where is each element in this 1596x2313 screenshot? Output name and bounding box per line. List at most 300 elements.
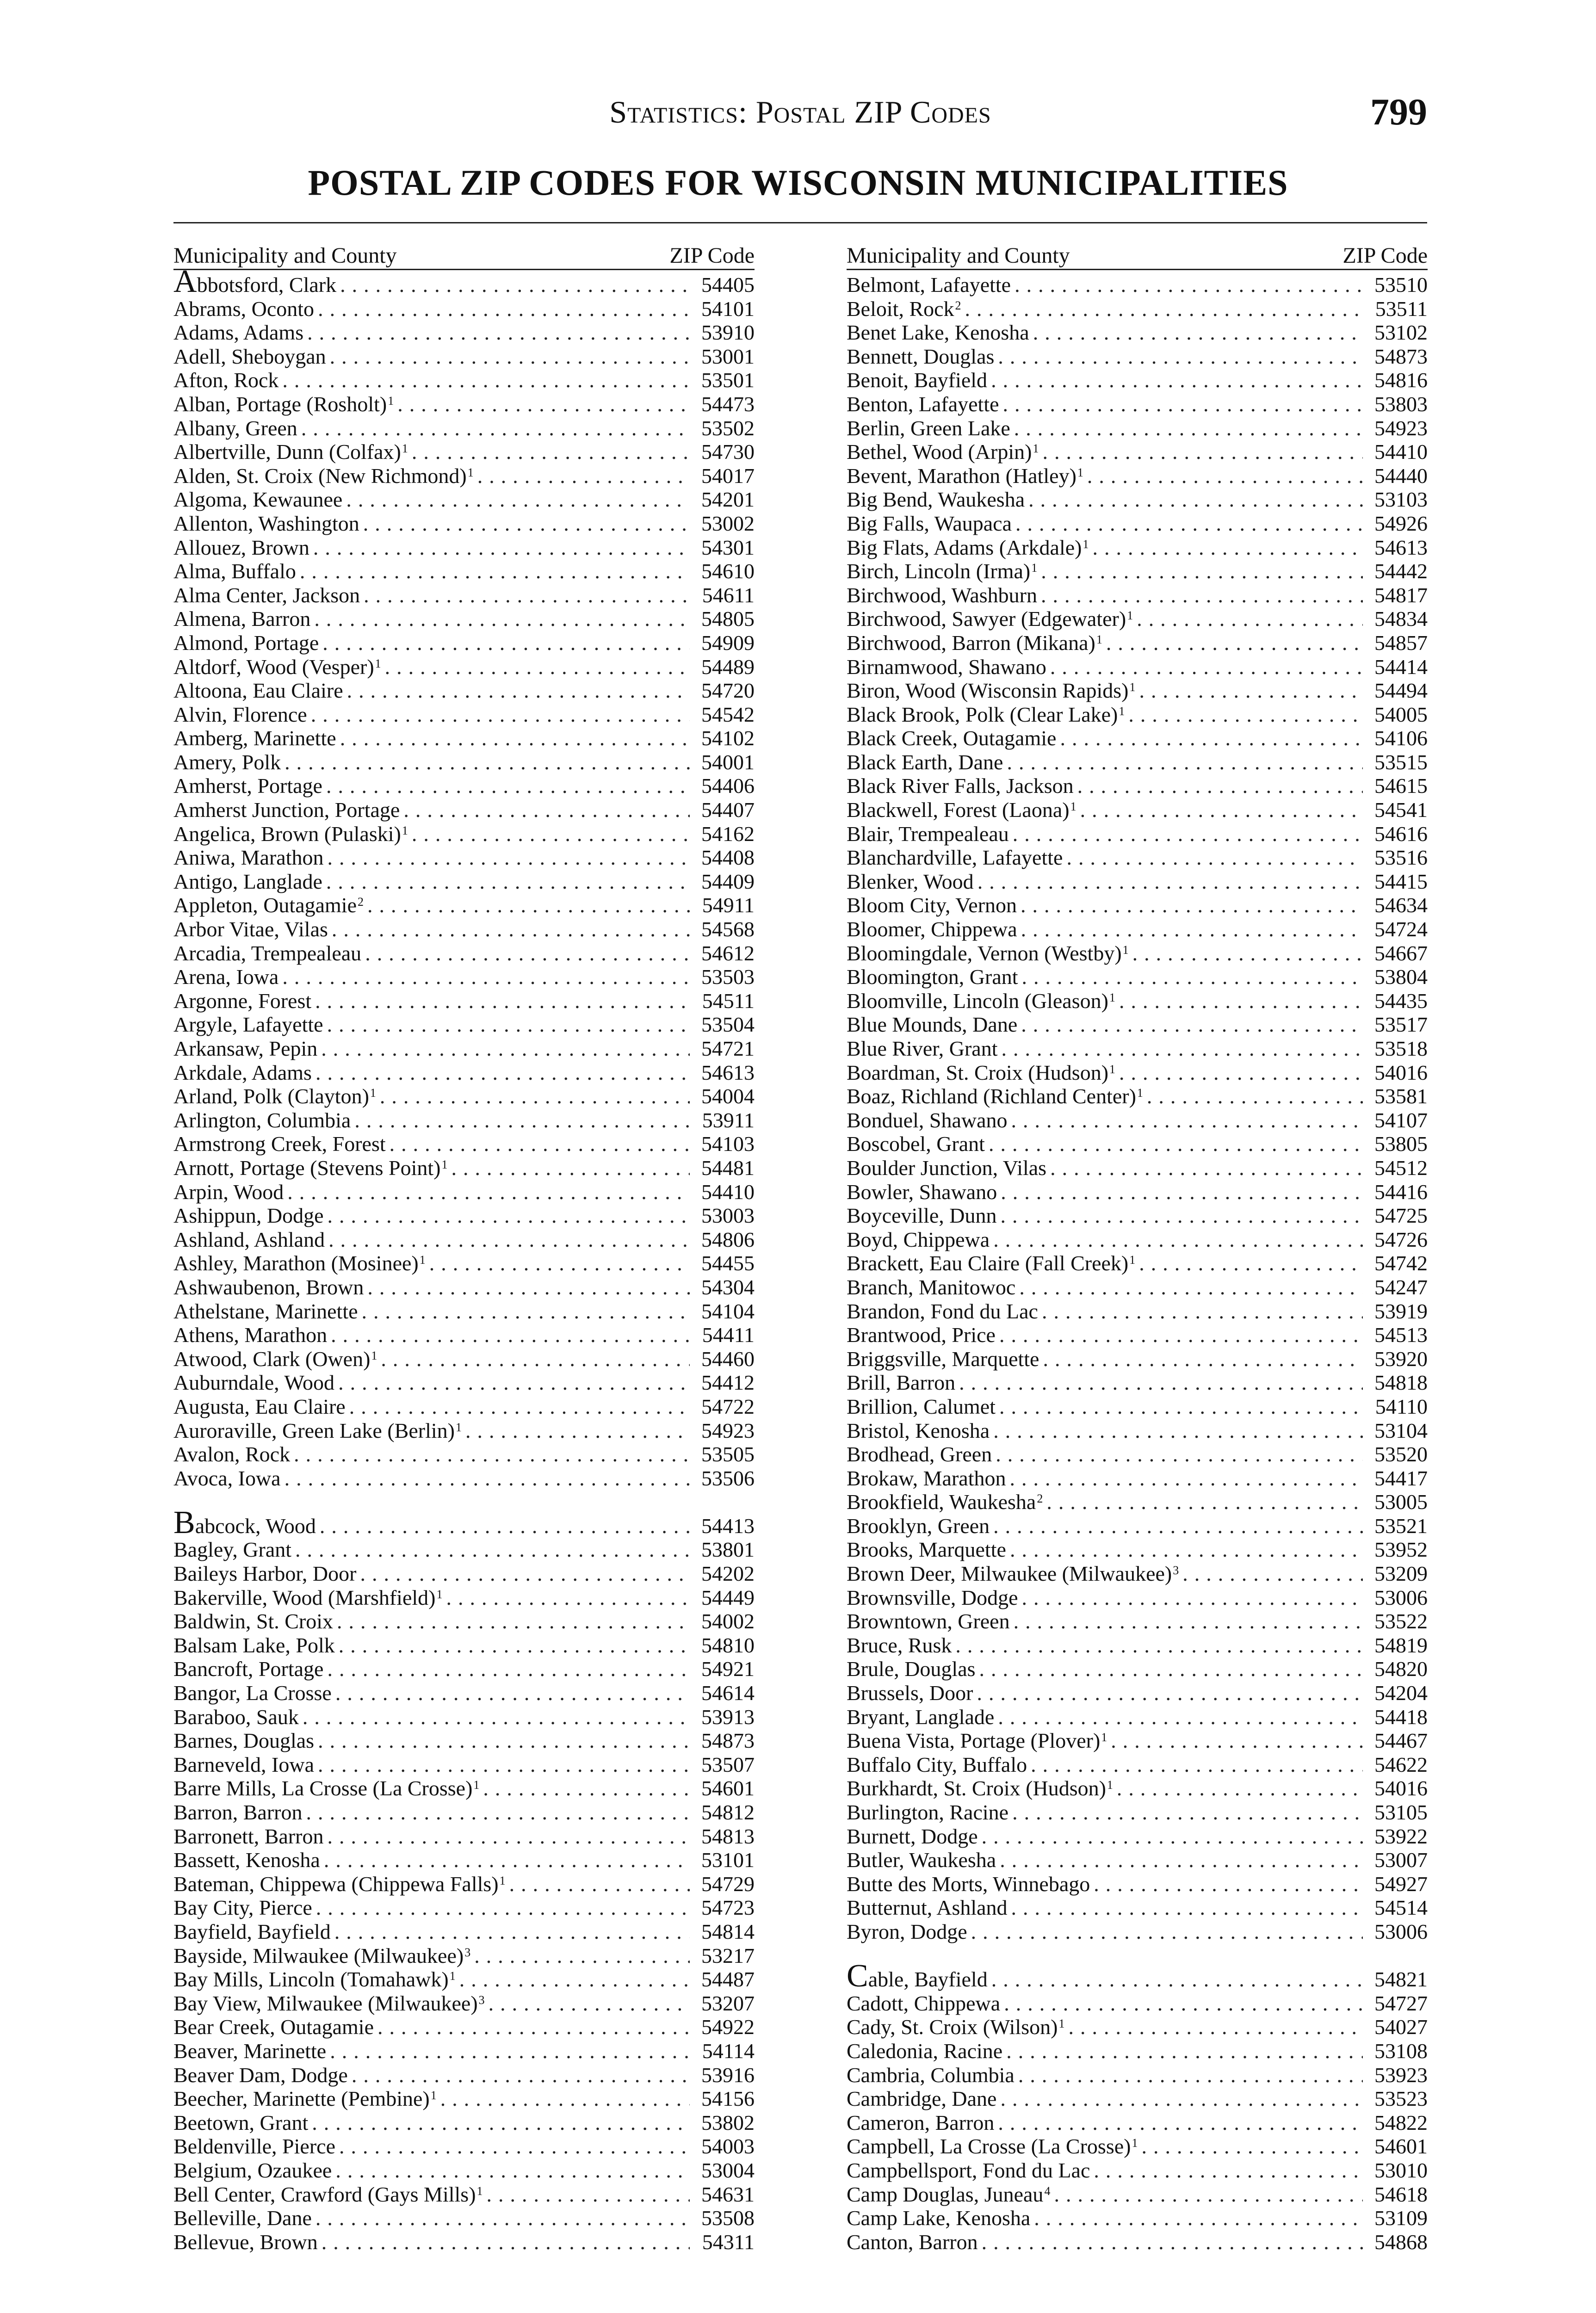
zip-entry [847,870,1428,894]
zip-entry [173,2039,755,2063]
zip-entry [173,392,755,416]
zip-code: 53802 [701,2110,755,2134]
footnote-marker: 1 [1119,704,1125,718]
municipality-name: Bloomer, Chippewa [847,917,1017,941]
dot-leader [1017,1013,1363,1037]
municipality-name: Beetown, Grant [173,2110,309,2134]
zip-code: 54407 [701,798,755,822]
municipality-name: Brownsville, Dodge [847,1585,1018,1609]
zip-entry [847,893,1428,917]
dot-leader [1133,607,1363,631]
dot-leader [348,2063,690,2087]
municipality-name: Abrams, Oconto [173,297,315,321]
municipality-name: Amherst Junction, Portage [173,798,400,822]
zip-entry [847,655,1428,679]
zip-code: 54017 [701,464,755,488]
dot-leader [310,607,690,631]
municipality-name: Angelica, Brown (Pulaski)$^1$ [173,822,408,846]
municipality-name: Benoit, Bayfield [847,368,988,392]
dot-leader [342,488,690,512]
footnote-marker: 1 [1101,1731,1107,1744]
dot-leader [1135,679,1363,703]
municipality-name: Berlin, Green Lake [847,416,1010,440]
municipality-county-heading: Municipality and County [847,243,1070,268]
dot-leader [1018,1586,1363,1610]
municipality-name: Bear Creek, Outagamie [173,2015,374,2039]
zip-code: 54817 [1374,583,1428,607]
zip-entry [847,846,1428,870]
zip-code: 54301 [701,535,755,559]
dot-leader [1029,321,1363,345]
zip-code: 53581 [1374,1084,1428,1108]
zip-code: 53001 [701,344,755,368]
zip-entry [847,1705,1428,1729]
municipality-name: Allenton, Washington [173,511,359,535]
zip-entry [173,416,755,440]
dot-leader [952,1633,1363,1657]
zip-entry [847,321,1428,345]
municipality-name: Augusta, Eau Claire [173,1394,346,1418]
zip-code: 54511 [702,989,755,1013]
zip-code: 54722 [701,1394,755,1418]
zip-entry [173,846,755,870]
zip-entry [173,1395,755,1419]
municipality-name: Bloomville, Lincoln (Gleason)$^1$ [847,989,1115,1013]
dot-leader [992,1442,1363,1466]
municipality-name: Beloit, Rock$^2$ [847,297,961,321]
zip-entry [173,774,755,798]
zip-code: 53510 [1374,273,1428,297]
zip-entry [173,679,755,703]
running-title: Statistics: Postal ZIP Codes [609,94,991,130]
municipality-name: Amery, Polk [173,750,281,774]
zip-code: 54721 [701,1037,755,1060]
dot-leader [312,1896,690,1920]
dot-leader [1064,2015,1363,2039]
zip-entry [173,1371,755,1395]
zip-entry [173,1586,755,1610]
dot-leader [327,1323,690,1347]
footnote-marker: 1 [402,823,408,837]
zip-code: 54868 [1374,2230,1428,2254]
dot-leader [296,559,690,583]
zip-code: 54724 [1374,917,1428,941]
municipality-name: Bay View, Milwaukee (Milwaukee)$^3$ [173,1991,485,2015]
municipality-name: Bancroft, Portage [173,1657,324,1681]
footnote-marker: 1 [370,1086,376,1100]
zip-code: 54805 [701,607,755,631]
zip-code: 54812 [701,1800,755,1824]
zip-entry [847,774,1428,798]
zip-entry [173,1419,755,1443]
zip-entry [847,1896,1428,1920]
dot-leader [1138,2134,1363,2158]
dot-leader [335,1633,690,1657]
zip-entry [173,2134,755,2158]
zip-code: 53103 [1374,488,1428,512]
dot-leader [961,297,1363,321]
zip-entry [847,1204,1428,1228]
zip-code: 53002 [701,511,755,535]
zip-entry [173,1013,755,1037]
dot-leader [323,846,690,870]
zip-entry [847,2134,1428,2158]
dot-leader [485,1991,690,2016]
municipality-name: Beecher, Marinette (Pembine)$^1$ [173,2087,437,2111]
zip-code: 53518 [1374,1037,1428,1060]
dot-leader [1037,559,1363,583]
zip-entry [173,1228,755,1252]
zip-code: 53516 [1374,846,1428,870]
zip-entry [847,1037,1428,1061]
dot-leader [323,1657,690,1681]
municipality-name: Big Bend, Waukesha [847,488,1025,512]
zip-entry [847,1538,1428,1562]
municipality-name: Bruce, Rusk [847,1633,952,1657]
dot-leader [364,1275,690,1299]
zip-entry [847,1991,1428,2016]
zip-code: 54631 [701,2182,755,2206]
municipality-name: Abbotsford, Clark [173,264,337,299]
zip-entry [173,1299,755,1323]
dot-leader [448,1156,690,1180]
zip-code: 54614 [701,1681,755,1705]
dot-leader [1027,1753,1363,1777]
zip-code: 54819 [1374,1633,1428,1657]
zip-code: 53511 [1375,297,1428,321]
municipality-name: Bonduel, Shawano [847,1108,1008,1132]
zip-entry [173,1609,755,1633]
zip-code: 53521 [1374,1514,1428,1538]
zip-entry [847,297,1428,321]
zip-code: 54027 [1374,2015,1428,2039]
dot-leader [474,464,690,488]
footnote-marker: 1 [1127,609,1133,623]
municipality-name: Black River Falls, Jackson [847,774,1074,798]
zip-entry [173,965,755,989]
dot-leader [314,1753,690,1777]
dot-leader [1039,440,1363,464]
zip-code: 54616 [1374,822,1428,846]
zip-code: 53923 [1374,2063,1428,2087]
dot-leader [1025,488,1363,512]
zip-code: 53520 [1374,1442,1428,1466]
zip-code: 54494 [1374,679,1428,703]
zip-entry [173,2158,755,2183]
zip-entry [847,2230,1428,2254]
zip-code: 54460 [701,1347,755,1371]
dot-leader [326,345,690,369]
zip-code: 53006 [1374,1919,1428,1943]
municipality-name: Algoma, Kewaunee [173,488,343,512]
municipality-name: Barnes, Douglas [173,1729,315,1753]
municipality-name: Camp Douglas, Juneau$^4$ [847,2182,1051,2206]
footnote-marker: 1 [1109,1062,1116,1076]
dot-leader [1010,416,1363,440]
zip-entry [847,440,1428,464]
zip-code: 53005 [1374,1490,1428,1514]
zip-entry [847,1681,1428,1705]
zip-code: 54405 [701,273,755,297]
dot-leader [990,1514,1363,1538]
municipality-name: Black Creek, Outagamie [847,726,1057,750]
footnote-marker: 1 [449,1969,456,1983]
zip-code: 54923 [1374,416,1428,440]
dot-leader [996,1395,1363,1419]
dot-leader [308,2111,690,2135]
section-gap [173,1490,755,1514]
municipality-name: Bayfield, Bayfield [173,1919,331,1943]
zip-code: 54489 [701,655,755,679]
municipality-name: Brokaw, Marathon [847,1466,1006,1490]
left-column [173,243,755,2254]
dot-leader [323,1824,690,1849]
right-column [847,243,1428,2254]
municipality-name: Birchwood, Sawyer (Edgewater)$^1$ [847,607,1133,631]
dot-leader [988,1967,1363,1991]
zip-entry [847,2039,1428,2063]
dot-leader [985,1132,1363,1156]
footnote-marker: 1 [1031,561,1038,575]
municipality-name: Bevent, Marathon (Hatley)$^1$ [847,464,1083,488]
zip-code: 54818 [1374,1371,1428,1395]
zip-code: 53102 [1374,321,1428,345]
zip-entry [173,1466,755,1490]
zip-entry [173,1729,755,1753]
right-column-header [847,243,1428,270]
zip-code: 53522 [1374,1609,1428,1633]
municipality-name: Brooks, Marquette [847,1538,1006,1562]
zip-entry [173,1204,755,1228]
dot-leader [1046,655,1363,679]
municipality-name: Athens, Marathon [173,1323,328,1347]
dot-leader [360,583,690,607]
dot-leader [1050,2183,1363,2207]
zip-code: 53919 [1374,1299,1428,1323]
zip-entry [847,726,1428,750]
municipality-name: Babcock, Wood [173,1504,316,1540]
municipality-name: Canton, Barron [847,2230,978,2254]
dot-leader [343,679,690,703]
dot-leader [358,1299,690,1323]
zip-entry [173,2206,755,2230]
zip-entry [847,679,1428,703]
dot-leader [462,1419,690,1443]
zip-entry [173,1108,755,1132]
municipality-name: Brodhead, Green [847,1442,992,1466]
dot-leader [284,1180,690,1204]
dot-leader [318,2230,690,2254]
zip-code: 54926 [1374,511,1428,535]
zip-code: 54601 [1374,2134,1428,2158]
zip-entry [847,1586,1428,1610]
zip-entry [847,2111,1428,2135]
dot-leader [333,1609,690,1633]
zip-entry [847,1633,1428,1657]
zip-code: 53003 [701,1204,755,1228]
dot-leader [334,1371,690,1395]
municipality-name: Buffalo City, Buffalo [847,1752,1027,1776]
zip-entry [847,798,1428,822]
zip-code: 54162 [701,822,755,846]
zip-code: 54622 [1374,1752,1428,1776]
dot-leader [297,416,690,440]
dot-leader [1115,989,1363,1013]
zip-entry [173,703,755,727]
zip-code: 54512 [1374,1156,1428,1180]
zip-code: 54727 [1374,1991,1428,2015]
footnote-marker: 1 [430,2089,437,2103]
title-rule [173,222,1427,223]
dot-leader [483,2183,690,2207]
municipality-name: Birnamwood, Shawano [847,655,1046,679]
zip-entry [173,2230,755,2254]
zip-entry [173,989,755,1013]
municipality-name: Argyle, Lafayette [173,1013,323,1037]
zip-entry [847,1323,1428,1347]
zip-code: 54101 [701,297,755,321]
zip-entry [173,1848,755,1872]
zip-entry [847,607,1428,631]
dot-leader [312,2206,690,2230]
municipality-name: Adams, Adams [173,321,304,345]
zip-entry [173,559,755,583]
zip-code: 54726 [1374,1227,1428,1251]
zip-code: 53801 [701,1538,755,1562]
zip-code: 54415 [1374,869,1428,893]
zip-entry [173,297,755,321]
municipality-name: Burnett, Dodge [847,1824,978,1848]
zip-code: 54911 [702,893,755,917]
zip-code: 53101 [701,1848,755,1872]
municipality-name: Brantwood, Price [847,1323,996,1347]
zip-entry [173,917,755,941]
municipality-name: Buena Vista, Portage (Plover)$^1$ [847,1729,1107,1753]
zip-code: 54720 [701,679,755,703]
zip-entry [173,536,755,560]
zip-code: 53109 [1374,2206,1428,2230]
footnote-marker: 1 [1122,943,1129,957]
zip-code: 53209 [1374,1562,1428,1586]
zip-entry [173,1251,755,1275]
zip-entry [173,583,755,607]
zip-code: 53501 [701,368,755,392]
zip-code: 54410 [701,1180,755,1204]
zip-entry [173,631,755,655]
zip-code: 54725 [1374,1204,1428,1228]
zip-code: 53503 [701,965,755,989]
zip-code: 54927 [1374,1872,1428,1896]
zip-entry [173,1156,755,1180]
zip-code: 54541 [1374,798,1428,822]
zip-entry [847,559,1428,583]
zip-entry [847,1275,1428,1299]
dot-leader [332,2158,690,2183]
municipality-name: Blair, Trempealeau [847,822,1009,846]
dot-leader [331,1920,690,1944]
zip-code: 54411 [702,1323,755,1347]
zip-code: 53507 [701,1752,755,1776]
zip-code: 54613 [701,1060,755,1084]
dot-leader [309,536,690,560]
zip-entry [847,1562,1428,1586]
dot-leader [1056,726,1363,750]
zip-entry [173,1920,755,1944]
zip-code: 53502 [701,416,755,440]
zip-code: 54730 [701,440,755,464]
zip-entry [847,822,1428,846]
footnote-marker: 1 [1058,2017,1065,2031]
dot-leader [278,368,690,392]
dot-leader [299,1705,690,1729]
municipality-name: Brussels, Door [847,1681,973,1705]
zip-entry [173,1562,755,1586]
zip-entry [847,368,1428,392]
zip-code: 53207 [701,1991,755,2015]
zip-code: 53006 [1374,1585,1428,1609]
municipality-name: Cady, St. Croix (Wilson)$^1$ [847,2015,1065,2039]
municipality-name: Camp Lake, Kenosha [847,2206,1031,2230]
right-entry-list [847,273,1428,2254]
zip-code: 54001 [701,750,755,774]
zip-entry [847,1347,1428,1371]
municipality-name: Brackett, Eau Claire (Fall Creek)$^1$ [847,1251,1136,1275]
zip-code: 54601 [701,1776,755,1800]
zip-entry [173,1681,755,1705]
footnote-marker: 1 [1077,465,1083,479]
dot-leader [999,392,1363,416]
dot-leader [1008,1108,1363,1132]
dot-leader [356,1562,690,1586]
municipality-name: Arkdale, Adams [173,1060,312,1084]
zip-entry [847,1228,1428,1252]
municipality-name: Albertville, Dunn (Colfax)$^1$ [173,440,408,464]
municipality-name: Bloomington, Grant [847,965,1018,989]
zip-code: 54810 [701,1633,755,1657]
zip-code: 54416 [1374,1180,1428,1204]
municipality-name: Barron, Barron [173,1800,303,1824]
zip-code: 54612 [701,941,755,965]
municipality-name: Bayside, Milwaukee (Milwaukee)$^3$ [173,1943,471,1967]
footnote-marker: 1 [388,394,394,408]
zip-entry [847,750,1428,774]
municipality-name: Beldenville, Pierce [173,2134,335,2158]
dot-leader [1074,774,1363,798]
municipality-name: Branch, Manitowoc [847,1275,1016,1299]
municipality-name: Bennett, Douglas [847,344,995,368]
zip-code: 54104 [701,1299,755,1323]
zip-entry [847,2183,1428,2207]
dot-leader [1135,1251,1363,1275]
zip-code: 54204 [1374,1681,1428,1705]
municipality-name: Bay City, Pierce [173,1896,312,1920]
zip-code: 53108 [1374,2039,1428,2063]
zip-code: 54568 [701,917,755,941]
municipality-name: Barronett, Barron [173,1824,324,1848]
zip-entry [847,1419,1428,1443]
dot-leader [374,2015,690,2039]
dot-leader [320,1848,690,1872]
zip-code: 54814 [701,1919,755,1943]
municipality-name: Boardman, St. Croix (Hudson)$^1$ [847,1060,1116,1084]
zip-code: 54003 [701,2134,755,2158]
zip-entry [847,1466,1428,1490]
zip-entry [847,703,1428,727]
municipality-name: Bloom City, Vernon [847,893,1017,917]
zip-code: 53913 [701,1705,755,1729]
page-number: 799 [1370,91,1427,133]
footnote-marker: 1 [467,465,474,479]
